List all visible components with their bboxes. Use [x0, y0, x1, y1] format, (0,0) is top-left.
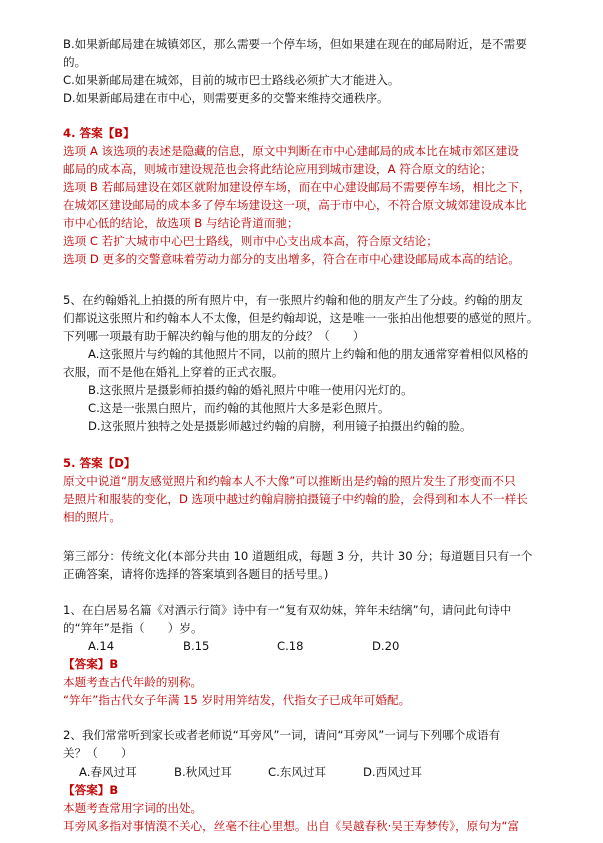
answer-5-line: 是照片和服装的变化，D 选项中越过约翰肩膀拍摄镜子中约翰的脸，会得到和本人不一样长 [63, 492, 528, 506]
q5-option-d: D.这张照片独特之处是摄影师越过约翰的肩膀，利用镜子拍摄出约翰的脸。 [88, 419, 472, 433]
tq2-answer: 【答案】B [63, 783, 119, 797]
q5-stem-line: 下列哪一项最有助于解决约翰与他的朋友的分歧？（ ） [63, 329, 365, 343]
tq2-explain-line: 本题考查常用字词的出处。 [63, 801, 203, 815]
q3-option-c: C.如果新邮局建在城郊，目前的城市巴士路线必须扩大才能进入。 [63, 73, 400, 87]
tq1-options-row [63, 637, 563, 655]
answer-5-line: 相的照片。 [63, 510, 121, 524]
tq2-option-c: C.东风过耳 [268, 765, 327, 779]
tq2-option-b: B.秋风过耳 [174, 765, 233, 779]
answer-4-line: 选项 A 该选项的表述是隐藏的信息，原文中判断在市中心建邮局的成本比在城市郊区建设 [63, 144, 519, 158]
q5-option-a-line2: 衣服，而不是他在婚礼上穿着的正式衣服。 [63, 365, 284, 379]
answer-4-line: 选项 D 更多的交警意味着劳动力部分的支出增多，符合在市中心建设邮局成本高的结论。 [63, 252, 520, 266]
q5-stem-line: 们都说这张照片和约翰本人不太像，但是约翰却说，这是唯一一张拍出他想要的感觉的照片。 [63, 311, 539, 325]
tq2-stem-line: 关？（ ） [63, 746, 133, 760]
q3-option-b-line2: 的。 [63, 55, 87, 69]
answer-4-line: 邮局的成本高，则城市建设规范也会将此结论应用到城市建设，A 符合原文的结论； [63, 162, 492, 176]
q3-option-d: D.如果新邮局建在市中心，则需要更多的交警来维持交通秩序。 [63, 91, 389, 105]
q5-stem-line: 5、在约翰婚礼上拍摄的所有照片中，有一张照片约翰和他的朋友产生了分歧。约翰的朋友 [63, 293, 523, 307]
tq2-explain-line: 耳旁风多指对事情漠不关心，丝毫不往心里想。出自《吴越春秋·吴王寿梦传》，原句为“富 [63, 819, 520, 833]
answer-4-line: 在城郊区建设邮局的成本多了停车场建设这一项，高于市中心，不符合原文城郊建设成本比 [63, 198, 527, 212]
part3-heading-line: 正确答案，请将你选择的答案填到各题目的括号里。) [63, 567, 329, 581]
tq1-option-c: C.18 [277, 639, 304, 653]
answer-4-line: 选项 C 若扩大城市中心巴士路线，则市中心支出成本高，符合原文结论； [63, 234, 438, 248]
answer-4-line: 市中心低的结论，故选项 B 与结论背道而驰； [63, 216, 299, 230]
q3-option-b-line1: B.如果新邮局建在城镇郊区，那么需要一个停车场，但如果建在现在的邮局附近，是不需要 [63, 37, 527, 51]
tq1-option-d: D.20 [372, 639, 400, 653]
tq1-stem-line: 1、在白居易名篇《对酒示行简》诗中有一“复有双幼妹，笄年未结缡”句，请问此句诗中 [63, 603, 512, 617]
part3-heading-line: 第三部分：传统文化(本部分共由 10 道题组成，每题 3 分，共计 30 分；每道题目只有一个 [63, 549, 533, 563]
tq1-option-a: A.14 [88, 639, 115, 653]
tq1-explain-line: “笄年”指古代女子年满 15 岁时用笄结发，代指女子已成年可婚配。 [63, 693, 411, 707]
q5-option-a-line1: A.这张照片与约翰的其他照片不同，以前的照片上约翰和他的朋友通常穿着相似风格的 [88, 347, 529, 361]
tq2-options-row [63, 763, 563, 781]
tq2-option-a: A.春风过耳 [79, 765, 137, 779]
tq1-stem-line: 的“笄年”是指（ ）岁。 [63, 621, 203, 635]
answer-4-heading: 4. 答案【B】 [63, 126, 135, 140]
q5-option-c: C.这是一张黑白照片，而约翰的其他照片大多是彩色照片。 [88, 401, 390, 415]
answer-5-heading: 5. 答案【D】 [63, 456, 136, 470]
tq1-answer: 【答案】B [63, 657, 119, 671]
tq2-option-d: D.西风过耳 [363, 765, 422, 779]
tq2-stem-line: 2、我们常常听到家长或者老师说“耳旁风”一词，请问“耳旁风”一词与下列哪个成语有 [63, 728, 501, 742]
q5-option-b: B.这张照片是摄影师拍摄约翰的婚礼照片中唯一使用闪光灯的。 [88, 383, 413, 397]
answer-4-line: 选项 B 若邮局建设在郊区就附加建设停车场，而在中心建设邮局不需要停车场，相比之下， [63, 180, 531, 194]
answer-5-line: 原文中说道“朋友感觉照片和约翰本人不大像”可以推断出是约翰的照片发生了形变而不只 [63, 474, 516, 488]
tq1-option-b: B.15 [183, 639, 210, 653]
tq1-explain-line: 本题考查古代年龄的别称。 [63, 675, 203, 689]
